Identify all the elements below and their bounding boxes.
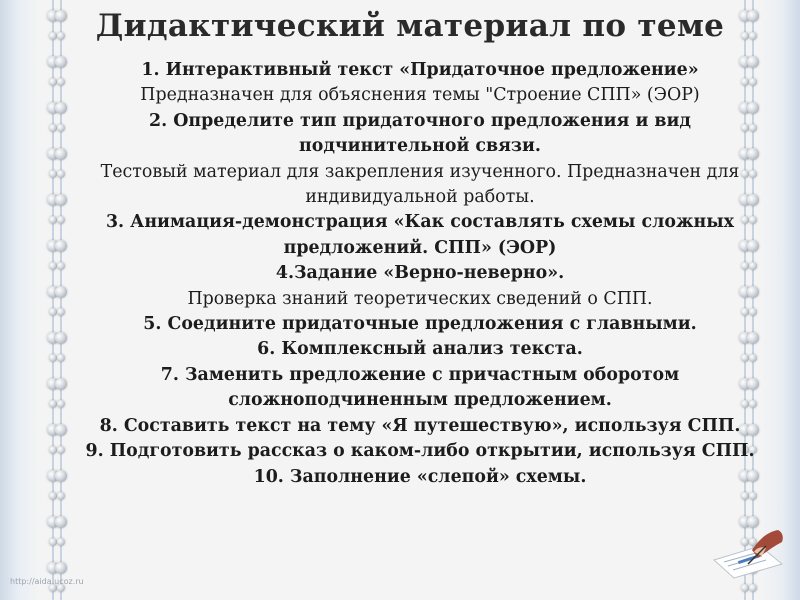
list-item: 9. Подготовить рассказ о каком-либо открытии, используя СПП. — [85, 441, 755, 462]
page-title: Дидактический материал по теме — [95, 8, 725, 44]
bead-ornament — [49, 308, 57, 316]
bead-ornament — [49, 354, 57, 362]
list-item: 1. Интерактивный текст «Придаточное предложение» — [141, 60, 699, 80]
list-item: 4.Задание «Верно-неверно». — [275, 263, 565, 284]
bead-ornament — [49, 492, 57, 500]
list-item: 2. Определите тип придаточного предложения и вид подчинительной связи. — [149, 110, 691, 157]
list-item: Тестовый материал для закрепления изученного. Предназначен для индивидуальной работы. — [100, 161, 740, 208]
bead-ornament — [49, 78, 57, 86]
bead-ornament — [49, 538, 57, 546]
bead-ornament — [49, 216, 57, 224]
content-list — [80, 58, 760, 490]
list-item: Предназначен для объяснения темы "Строение СПП» (ЭОР) — [140, 85, 700, 106]
list-item: 3. Анимация-демонстрация «Как составлять схемы сложных предложений. СПП» (ЭОР) — [105, 212, 735, 258]
list-item: 8. Составить текст на тему «Я путешествую», используя СПП. — [99, 415, 741, 436]
hand-writing-icon — [708, 520, 788, 582]
bead-ornament — [49, 446, 57, 454]
bead-ornament — [49, 124, 57, 132]
bead-ornament — [49, 32, 57, 40]
footer-url: http://aida.ucoz.ru — [10, 577, 84, 586]
bead-ornament — [49, 170, 57, 178]
list-item: 5. Соедините придаточные предложения с главными. — [143, 314, 697, 335]
list-item: 7. Заменить предложение с причастным оборотом сложноподчиненным предложением. — [160, 364, 680, 411]
list-item: Проверка знаний теоретических сведений о СПП. — [187, 288, 653, 309]
bead-ornament — [49, 400, 57, 408]
list-item: 6. Комплексный анализ текста. — [257, 339, 583, 360]
border-line-left — [52, 0, 54, 600]
list-item: 10. Заполнение «слепой» схемы. — [253, 466, 587, 487]
slide — [60, 0, 760, 600]
bead-ornament — [49, 262, 57, 270]
